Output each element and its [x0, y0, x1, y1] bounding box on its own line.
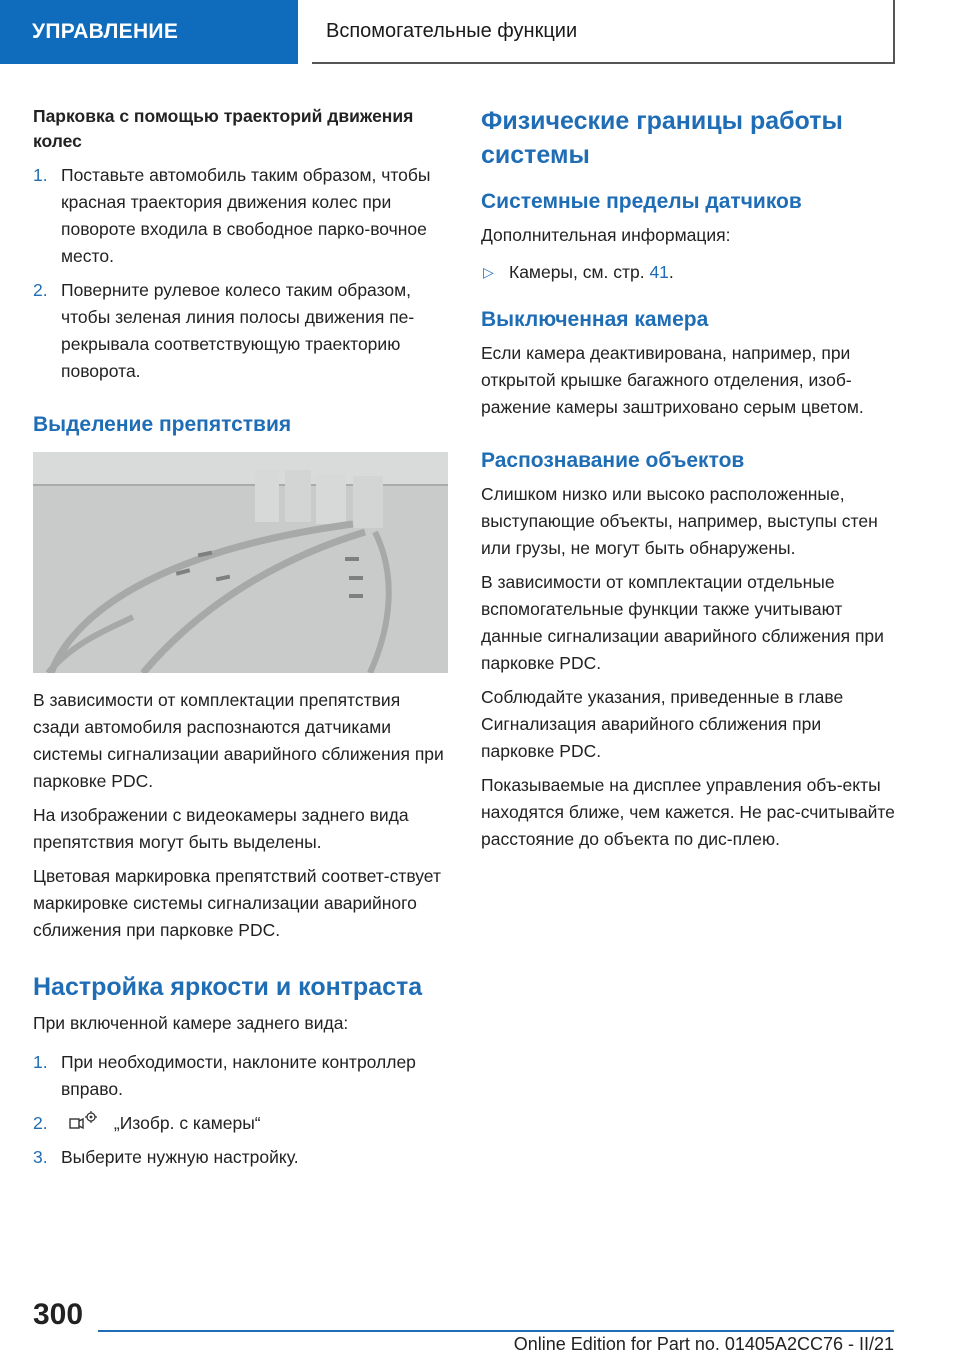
step-number: 2.	[33, 280, 48, 300]
list-item	[33, 1110, 448, 1137]
list-item	[33, 1144, 448, 1171]
obstacles-paragraph: Цветовая маркировка препятствий соответ-ствует маркировке системы сигнализации аварийного сближения при парковке PDC.	[33, 866, 441, 940]
edition-text: Online Edition for Part no. 01405A2CC76 - II/21	[513, 1334, 894, 1354]
list-item	[481, 259, 896, 286]
section-tab: УПРАВЛЕНИЕ	[0, 0, 298, 64]
sensor-heading: Системные пределы датчиков	[481, 190, 802, 213]
brightness-heading: Настройка яркости и контраста	[33, 973, 423, 1001]
step-text: „Изобр. с камеры“	[113, 1113, 261, 1133]
page-number: 300	[33, 1298, 84, 1331]
step-number: 2.	[33, 1113, 48, 1133]
page-link[interactable]: 41	[649, 262, 669, 282]
footer-divider	[98, 1330, 894, 1332]
rear-camera-figure	[33, 452, 448, 673]
camera-off-text: Если камера деактивирована, например, при открытой крышке багажного отделения, изоб-ражение камеры заштриховано серым цветом.	[481, 343, 864, 417]
bullet-text: Камеры, см. стр.	[509, 262, 650, 282]
recognition-paragraph: Соблюдайте указания, приведенные в главе Сигнализация аварийного сближения при парковке PDC.	[481, 687, 844, 761]
step-text: Поверните рулевое колесо таким образом, чтобы зеленая линия полосы движения пе-рекрывала соответствующую траекторию поворота.	[61, 280, 415, 381]
brightness-steps	[33, 1049, 448, 1171]
recognition-paragraph: Слишком низко или высоко расположенные, выступающие объекты, например, выступы стен или грузы, не могут быть обнаружены.	[481, 484, 878, 558]
camera-off-heading: Выключенная камера	[481, 308, 709, 331]
step-text: При необходимости, наклоните контроллер вправо.	[61, 1052, 416, 1099]
camera-view-illustration	[33, 452, 448, 673]
limits-heading: Физические границы работы системы	[481, 107, 843, 169]
triangle-bullet-icon: ▷	[483, 264, 494, 280]
bullet-end: .	[668, 262, 674, 282]
step-number: 3.	[33, 1147, 48, 1167]
right-column	[481, 104, 896, 853]
brightness-intro: При включенной камере заднего вида:	[33, 1013, 349, 1033]
chapter-title: Вспомогательные функции	[312, 0, 895, 64]
recognition-paragraph: В зависимости от комплектации отдельные вспомогательные функции также учитывают данные сигнализации аварийного сближения при парковке PDC.	[481, 572, 884, 673]
obstacles-paragraph: В зависимости от комплектации препятствия сзади автомобиля распознаются датчиками системы сигнализации аварийного сближения при парковке PDC.	[33, 690, 444, 791]
list-item	[33, 277, 448, 385]
step-text: Поставьте автомобиль таким образом, чтобы красная траектория движения колес при повороте входила в свободное парко-вочное место.	[61, 165, 431, 266]
recognition-heading: Распознавание объектов	[481, 449, 745, 472]
step-number: 1.	[33, 165, 48, 185]
step-text: Выберите нужную настройку.	[61, 1147, 299, 1167]
recognition-paragraph: Показываемые на дисплее управления объ-екты находятся ближе, чем кажется. Не рас-считывайте расстояние до объекта по дис-плею.	[481, 775, 895, 849]
obstacles-paragraph: На изображении с видеокамеры заднего вида препятствия могут быть выделены.	[33, 805, 409, 852]
sensor-intro: Дополнительная информация:	[481, 225, 731, 245]
camera-settings-icon	[69, 1110, 99, 1130]
trajectory-steps	[33, 162, 448, 385]
trajectory-heading: Парковка с помощью траекторий движения колес	[33, 106, 414, 151]
list-item	[33, 162, 448, 270]
left-column	[33, 104, 448, 1171]
list-item	[33, 1049, 448, 1103]
obstacles-heading: Выделение препятствия	[33, 413, 292, 436]
step-number: 1.	[33, 1052, 48, 1072]
